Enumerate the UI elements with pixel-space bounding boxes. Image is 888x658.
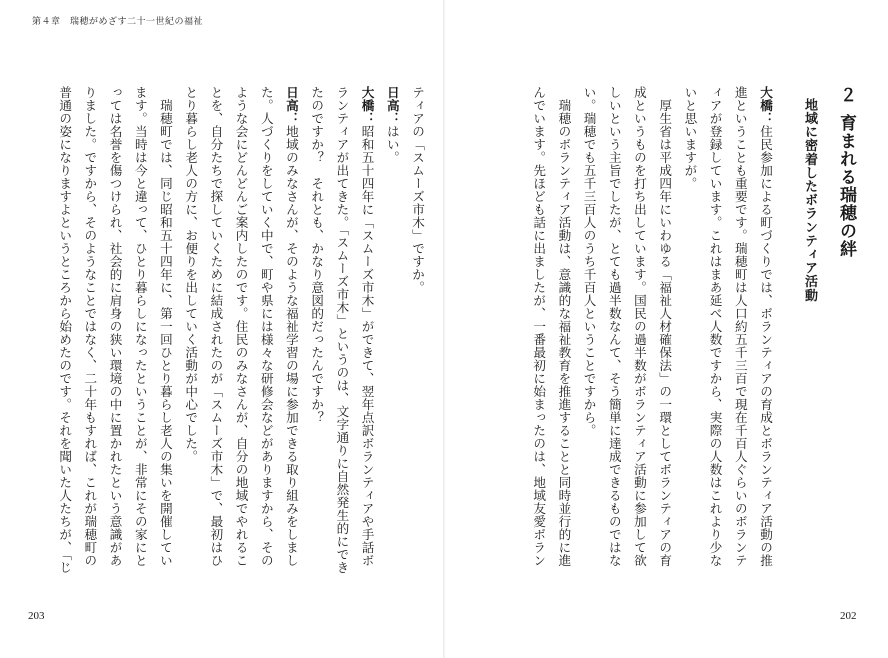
page-number-left: 203 <box>28 610 45 622</box>
text-line <box>77 86 102 576</box>
line-text: たのですか？ それとも、かなり意図的だったんですか？ <box>309 86 325 424</box>
line-text: んでいます。先ほども話に出ましたが、一番最初に始まったのは、地域友愛ボラン <box>531 86 547 567</box>
line-text: りました。ですから、そのようなことではなく、二十年もすれば、これが瑞穂町の <box>82 86 98 567</box>
text-line <box>677 86 702 576</box>
text-line <box>702 86 727 576</box>
running-head: 第４章 瑞穂がめざす二十一世紀の福祉 <box>32 17 204 27</box>
line-text: 成というものを打ち出しています。国民の過半数がボランティア活動に参加して欲 <box>631 86 647 567</box>
text-line <box>279 86 304 576</box>
line-text: はい。 <box>384 125 400 164</box>
line-text: 瑞穂のボランティア活動は、意識的な福祉教育を推進することと同時並行的に進 <box>556 86 572 567</box>
speaker-label: 日高： <box>384 86 400 125</box>
line-text: 瑞穂町では、同じ昭和五十四年に、第一回ひとり暮らし老人の集いを開催してい <box>157 86 173 567</box>
text-line <box>228 86 253 576</box>
line-text: っては名誉を傷つけられ、社会的に肩身の狭い環境の中に置かれたという意識があ <box>107 86 123 567</box>
line-text: 普通の姿になりますよというところから始めたのです。それを聞いた人たちが、「じ <box>57 86 73 574</box>
text-line <box>254 86 279 576</box>
text-line <box>652 86 677 576</box>
line-text: い。瑞穂でも五千三百人のうち千百人ということですから。 <box>581 86 597 437</box>
line-text: ティアの「スムーズ市木」ですか。 <box>410 86 425 294</box>
text-line <box>576 86 601 576</box>
text-line <box>627 86 652 576</box>
line-text: とを、自分たちで探していくために結成されたのが「スムーズ市木」で、最初はひ <box>208 86 224 567</box>
speaker-label: 日高： <box>283 86 299 125</box>
subheading: 地域に密着したボランティア活動 <box>802 98 817 302</box>
line-text: 住民参加による町づくりでは、ボランティアの育成とボランティア活動の推 <box>758 125 773 567</box>
text-line <box>728 86 753 576</box>
page-number-right: 202 <box>840 610 857 622</box>
line-text: ランティアが出てきた。「スムーズ市木」というのは、文字通りに自然発生的にでき <box>334 86 350 574</box>
text-line <box>178 86 203 576</box>
text-line <box>329 86 354 576</box>
section-number: ２ <box>836 86 856 104</box>
line-text: た。人づくりをしていく中で、町や県には様々な研修会などがありますから、その <box>258 86 274 567</box>
right-page <box>466 86 862 576</box>
line-text: ます。当時は今と違って、ひとり暮らしになったということが、非常にその家にと <box>132 86 148 567</box>
text-line <box>128 86 153 576</box>
text-line <box>753 86 778 576</box>
text-line <box>153 86 178 576</box>
left-page-body <box>52 86 430 576</box>
line-text: 地域のみなさんが、そのような福祉学習の場に参加できる取り組みをしまし <box>283 125 299 567</box>
text-line <box>304 86 329 576</box>
line-text: とり暮らし老人の方に、お便りを出していく活動が中心でした。 <box>183 86 199 463</box>
book-gutter <box>443 0 445 658</box>
right-page-body <box>526 86 778 576</box>
line-text: 昭和五十四年に「スムーズ市木」ができて、翌年点訳ボランティアや手話ボ <box>359 125 375 567</box>
section-title: 育まれる瑞穂の絆 <box>836 114 856 258</box>
line-text: ような会にどんどんご案内したのです。住民のみなさんが、自分の地域でやれるこ <box>233 86 249 567</box>
left-page <box>30 86 430 576</box>
line-text: しいという主旨でしたが、とても過半数なんて、そう簡単に達成できるものではな <box>606 86 622 567</box>
text-line <box>551 86 576 576</box>
text-line <box>52 86 77 576</box>
section-heading <box>830 86 862 576</box>
line-text: いと思いますが。 <box>682 86 698 190</box>
speaker-label: 大橋： <box>359 86 375 125</box>
line-text: 厚生省は平成四年にいわゆる「福祉人材確保法」の一環としてボランティアの育 <box>657 86 673 567</box>
text-line <box>102 86 127 576</box>
line-text: 進ということも重要です。瑞穂町は人口約五千三百で現在千百人ぐらいのボランテ <box>732 86 748 567</box>
line-text: ィアが登録しています。これはまあ延べ人数ですから、実際の人数はこれより少な <box>707 86 723 567</box>
text-line <box>602 86 627 576</box>
text-line <box>354 86 379 576</box>
text-line <box>380 86 405 576</box>
speaker-label: 大橋： <box>758 86 773 125</box>
text-line <box>526 86 551 576</box>
text-line <box>203 86 228 576</box>
text-line <box>405 86 430 576</box>
